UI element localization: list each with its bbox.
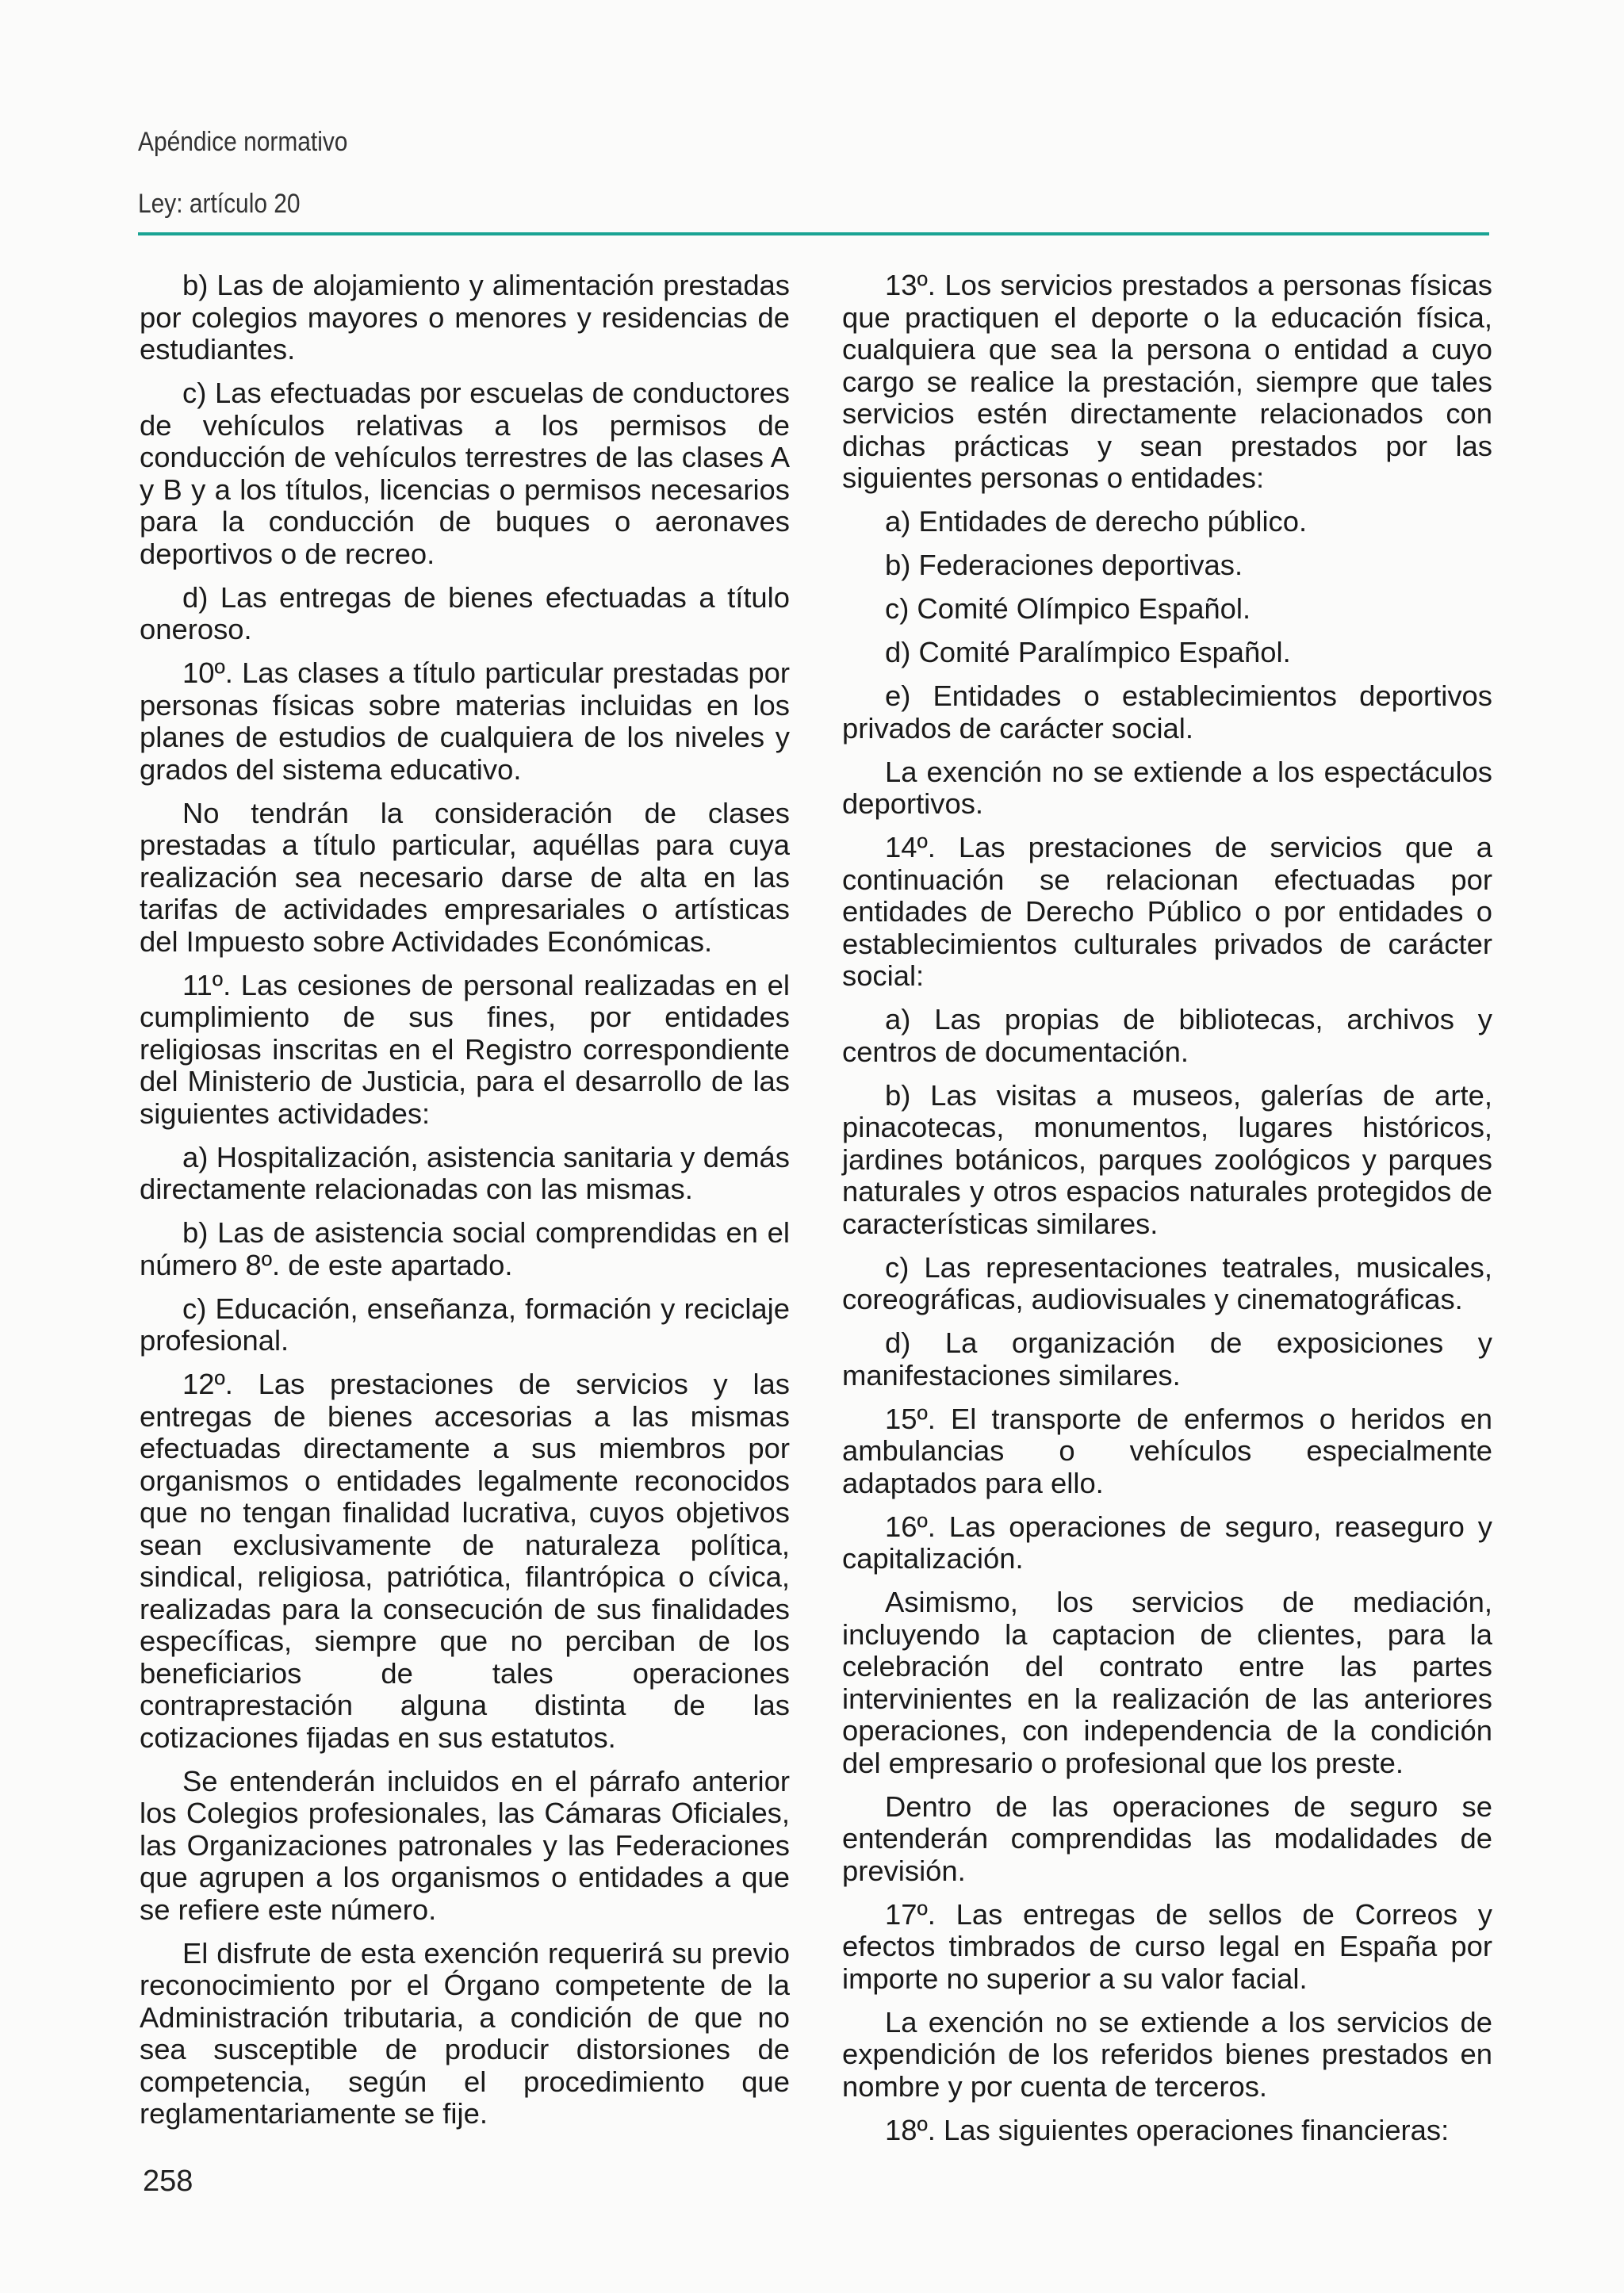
paragraph: 13º. Los servicios prestados a personas físicas que practiquen el deporte o la educación física, cualquiera que sea la persona o entidad a cuyo cargo se realice la prestación, siempre que tales servicios estén directamente relacionados con dichas prácticas y sean prestados por las siguientes personas o entidades: <box>842 269 1492 494</box>
paragraph: 10º. Las clases a título particular prestadas por personas físicas sobre materias incluidas en los planes de estudios de cualquiera de los niveles y grados del sistema educativo. <box>140 657 790 786</box>
paragraph: La exención no se extiende a los espectáculos deportivos. <box>842 755 1492 820</box>
paragraph: 12º. Las prestaciones de servicios y las entregas de bienes accesorias a las mismas efectuadas directamente a sus miembros por organismos o entidades legalmente reconocidos que no tengan finalidad lucrativa, cuyos objetivos sean exclusivamente de naturaleza política, sindical, religiosa, patriótica, filantrópica o cívica, realizadas para la consecución de sus finalidades específicas, siempre que no perciban de los beneficiarios de tales operaciones contraprestación alguna distinta de las cotizaciones fijadas en sus estatutos. <box>140 1368 790 1754</box>
paragraph: Se entenderán incluidos en el párrafo anterior los Colegios profesionales, las Cámaras Oficiales, las Organizaciones patronales y las Federaciones que agrupen a los organismos o entidades a que se refiere este número. <box>140 1764 790 1926</box>
paragraph: a) Entidades de derecho público. <box>885 505 1308 538</box>
paragraph: c) Las efectuadas por escuelas de conductores de vehículos relativas a los permisos de conducción de vehículos terrestres de las clases A y B y a los títulos, licencias o permisos necesarios para la conducción de buques o aeronaves deportivos o de recreo. <box>140 377 790 570</box>
paragraph: 16º. Las operaciones de seguro, reaseguro y capitalización. <box>842 1510 1492 1575</box>
paragraph: c) Comité Olímpico Español. <box>885 592 1251 625</box>
paragraph: 11º. Las cesiones de personal realizadas en el cumplimiento de sus fines, por entidades religiosas inscritas en el Registro correspondiente del Ministerio de Justicia, para el desarrollo de las siguientes actividades: <box>140 968 790 1130</box>
paragraph: b) Las visitas a museos, galerías de arte, pinacotecas, monumentos, lugares históricos, jardines botánicos, parques zoológicos y parques naturales y otros espacios naturales protegidos de características similares. <box>842 1078 1492 1240</box>
right-column <box>842 270 1492 2158</box>
paragraph: La exención no se extiende a los servicios de expendición de los referidos bienes prestados en nombre y por cuenta de terceros. <box>842 2005 1492 2103</box>
paragraph: c) Las representaciones teatrales, musicales, coreográficas, audiovisuales y cinematográficas. <box>842 1250 1492 1315</box>
paragraph: El disfrute de esta exención requerirá su previo reconocimiento por el Órgano competente de la Administración tributaria, a condición de que no sea susceptible de producir distorsiones de competencia, según el procedimiento que reglamentariamente se fije. <box>140 1936 790 2130</box>
paragraph: c) Educación, enseñanza, formación y reciclaje profesional. <box>140 1292 790 1357</box>
paragraph: No tendrán la consideración de clases prestadas a título particular, aquéllas para cuya realización sea necesario darse de alta en las tarifas de actividades empresariales o artísticas del Impuesto sobre Actividades Económicas. <box>140 796 790 958</box>
running-header-section: Apéndice normativo <box>138 127 348 157</box>
paragraph: a) Las propias de bibliotecas, archivos y centros de documentación. <box>842 1003 1492 1068</box>
paragraph: b) Las de alojamiento y alimentación prestadas por colegios mayores o menores y residencias de estudiantes. <box>140 269 790 366</box>
paragraph: Asimismo, los servicios de mediación, incluyendo la captacion de clientes, para la celebración del contrato entre las partes intervinientes en la realización de las anteriores operaciones, con independencia de la condición del empresario o profesional que los preste. <box>842 1586 1492 1779</box>
paragraph: e) Entidades o establecimientos deportivos privados de carácter social. <box>842 679 1492 745</box>
paragraph: d) La organización de exposiciones y manifestaciones similares. <box>842 1326 1492 1391</box>
paragraph: d) Comité Paralímpico Español. <box>885 636 1291 668</box>
page-number: 258 <box>143 2165 193 2198</box>
paragraph: b) Las de asistencia social comprendidas en el número 8º. de este apartado. <box>140 1216 790 1281</box>
paragraph: 15º. El transporte de enfermos o heridos en ambulancias o vehículos especialmente adaptados para ello. <box>842 1402 1492 1499</box>
header-rule <box>138 232 1489 235</box>
paragraph: Dentro de las operaciones de seguro se entenderán comprendidas las modalidades de previsión. <box>842 1790 1492 1887</box>
paragraph: 18º. Las siguientes operaciones financieras: <box>885 2113 1450 2146</box>
paragraph: 17º. Las entregas de sellos de Correos y efectos timbrados de curso legal en España por importe no superior a su valor facial. <box>842 1897 1492 1995</box>
paragraph: a) Hospitalización, asistencia sanitaria y demás directamente relacionadas con las mismas. <box>140 1140 790 1205</box>
running-header-subsection: Ley: artículo 20 <box>138 189 301 219</box>
paragraph: 14º. Las prestaciones de servicios que a continuación se relacionan efectuadas por entidades de Derecho Público o por entidades o establecimientos culturales privados de carácter social: <box>842 831 1492 992</box>
paragraph: d) Las entregas de bienes efectuadas a título oneroso. <box>140 580 790 645</box>
paragraph: b) Federaciones deportivas. <box>885 549 1243 581</box>
left-column <box>140 270 790 2142</box>
